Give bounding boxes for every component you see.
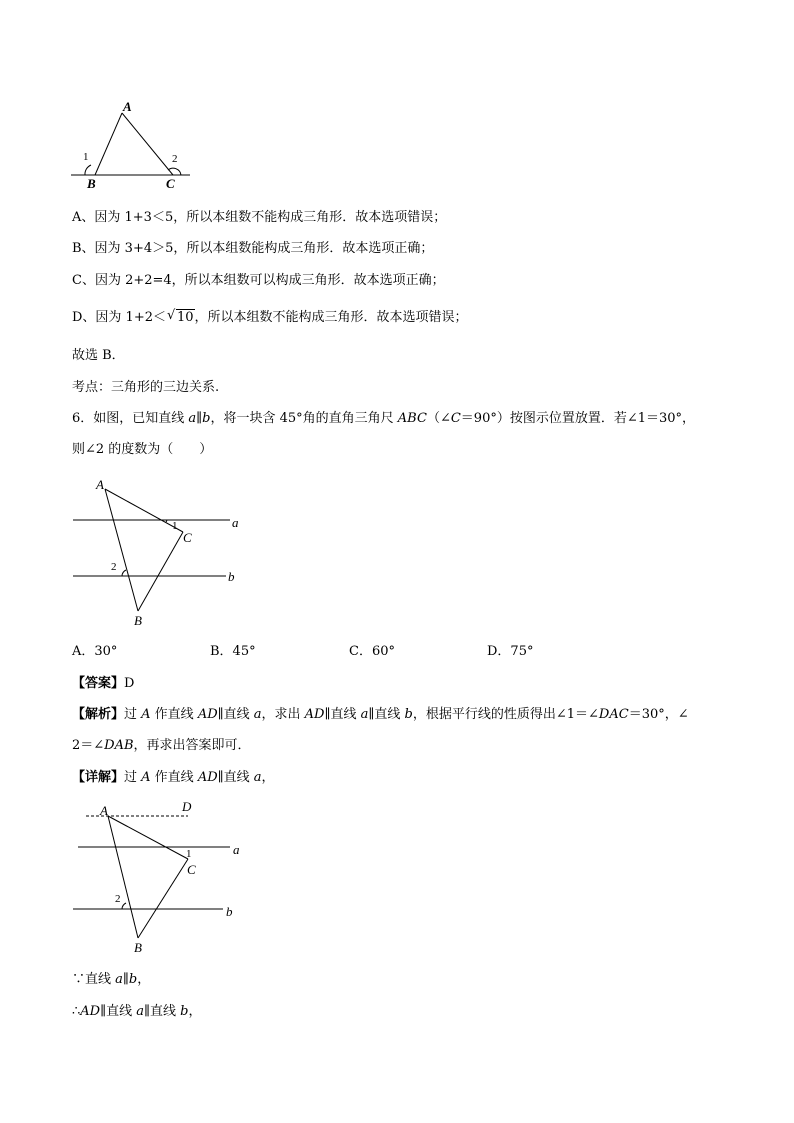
label-2: 2 xyxy=(111,561,117,573)
detail-text: 作直线 xyxy=(150,770,198,785)
label-B: B xyxy=(134,940,142,955)
option-d: D．75° xyxy=(487,644,534,659)
label-2: 2 xyxy=(172,153,178,165)
option-a: A．30° xyxy=(72,644,118,659)
q6-text-2: ，将一块含 45°角的直角三角尺 xyxy=(210,411,398,426)
analysis-text: 作直线 xyxy=(150,707,198,722)
side-bc xyxy=(138,859,188,938)
angle1-arc xyxy=(85,165,91,175)
analysis-text: 2＝∠ xyxy=(72,738,105,753)
label-a: a xyxy=(232,515,239,530)
angle2-arc xyxy=(122,570,126,576)
label-A: A xyxy=(100,803,108,818)
option-d-explanation xyxy=(72,309,468,327)
detail-var: a xyxy=(253,770,262,785)
figure-parallel-lines-triangle xyxy=(68,475,248,630)
step-var: b xyxy=(128,972,138,987)
answer-line xyxy=(72,675,134,693)
analysis-label: 【解析】 xyxy=(72,707,125,722)
option-b-explanation: B、因为 3+4＞5，所以本组数能构成三角形．故本选项正确； xyxy=(72,241,434,256)
side-ab xyxy=(108,816,138,938)
step-text: ， xyxy=(188,1004,202,1019)
option-c: C．60° xyxy=(349,644,395,659)
side-ac xyxy=(122,113,173,175)
step-because xyxy=(72,971,150,989)
label-D: D xyxy=(182,799,192,814)
detail-var: A xyxy=(141,770,151,785)
label-b: b xyxy=(228,569,235,584)
detail-text: ， xyxy=(261,770,275,785)
side-ac xyxy=(108,816,188,859)
angle2-arc xyxy=(122,903,126,909)
analysis-text: ，再求出答案即可． xyxy=(133,738,251,753)
q6-var-ab: a∥b xyxy=(188,411,211,426)
analysis-var: a xyxy=(360,707,369,722)
answer-value: D xyxy=(124,676,135,691)
analysis-var: DAC xyxy=(598,707,629,722)
option-b: B．45° xyxy=(210,644,256,659)
analysis-var: A xyxy=(141,707,151,722)
q6-text-1: 6．如图，已知直线 xyxy=(72,411,189,426)
analysis-var: AD xyxy=(197,707,218,722)
detail-text: 过 xyxy=(124,770,142,785)
radical-sign: √ xyxy=(167,308,176,323)
analysis-text: ，根据平行线的性质得出∠1＝∠ xyxy=(412,707,599,722)
option-a-explanation: A、因为 1+3＜5，所以本组数不能构成三角形．故本选项错误； xyxy=(72,210,447,225)
analysis-line1 xyxy=(72,706,689,724)
kaodian-line: 考点：三角形的三边关系. xyxy=(72,380,220,395)
analysis-var: b xyxy=(404,707,413,722)
analysis-var: a xyxy=(253,707,262,722)
question-6-line2: 则∠2 的度数为（ ） xyxy=(72,442,213,457)
analysis-text: 过 xyxy=(124,707,142,722)
label-a: a xyxy=(233,842,240,857)
label-B: B xyxy=(87,176,96,191)
detail-text: ∥直线 xyxy=(217,770,254,785)
analysis-text: ∥直线 xyxy=(217,707,254,722)
step-text: ∥直线 xyxy=(144,1004,181,1019)
radicand: 10 xyxy=(177,310,194,325)
option-d-prefix: D、因为 1+2＜ xyxy=(72,310,166,325)
analysis-text: ∥直线 xyxy=(324,707,361,722)
label-C: C xyxy=(166,176,175,191)
analysis-text: ，求出 xyxy=(261,707,305,722)
q6-var-c: C xyxy=(450,411,461,426)
q6-text-3: （∠ xyxy=(426,411,451,426)
option-d-suffix: ，所以本组数不能构成三角形．故本选项错误； xyxy=(194,310,468,325)
label-1: 1 xyxy=(186,848,192,860)
label-2: 2 xyxy=(115,893,121,905)
step-text: ∵直线 xyxy=(72,972,116,987)
step-var: a xyxy=(115,972,123,987)
figure-triangle-exterior-angles xyxy=(68,98,198,194)
analysis-var: AD xyxy=(304,707,325,722)
triangle-diagram xyxy=(68,98,198,194)
detail-line xyxy=(72,769,275,787)
q6-var-abc: ABC xyxy=(397,411,427,426)
option-c-explanation: C、因为 2+2=4，所以本组数可以构成三角形．故本选项正确； xyxy=(72,273,445,288)
answer-label: 【答案】 xyxy=(72,676,125,691)
parallel-lines-diagram xyxy=(68,475,248,630)
step-var: b xyxy=(180,1004,189,1019)
figure-auxiliary-line xyxy=(68,796,248,956)
label-1: 1 xyxy=(172,520,178,532)
label-1: 1 xyxy=(83,151,89,163)
analysis-text: ∥直线 xyxy=(368,707,405,722)
step-therefore xyxy=(72,1003,201,1021)
step-text: ∥ xyxy=(122,972,129,987)
auxiliary-line-diagram xyxy=(68,796,248,956)
detail-var: AD xyxy=(197,770,218,785)
analysis-var: DAB xyxy=(104,738,134,753)
detail-label: 【详解】 xyxy=(72,770,125,785)
step-var: a xyxy=(136,1004,144,1019)
step-var: AD xyxy=(80,1004,101,1019)
step-text: ， xyxy=(137,972,151,987)
label-A: A xyxy=(96,477,104,492)
label-C: C xyxy=(187,862,196,877)
label-b: b xyxy=(226,904,233,919)
choose-line: 故选 B． xyxy=(72,348,125,363)
analysis-line2 xyxy=(72,737,251,755)
step-text: ∥直线 xyxy=(100,1004,137,1019)
label-C: C xyxy=(183,530,192,545)
question-6-line1 xyxy=(72,410,695,428)
side-ab xyxy=(105,489,138,611)
step-text: ∴ xyxy=(72,1004,81,1019)
side-bc xyxy=(138,532,183,611)
sqrt-expression xyxy=(167,309,195,327)
label-B: B xyxy=(134,613,142,628)
analysis-text: ＝30°，∠ xyxy=(628,707,689,722)
q6-text-4: ＝90°）按图示位置放置．若∠1＝30°， xyxy=(460,411,696,426)
label-A: A xyxy=(123,99,132,114)
side-ab xyxy=(95,113,122,175)
